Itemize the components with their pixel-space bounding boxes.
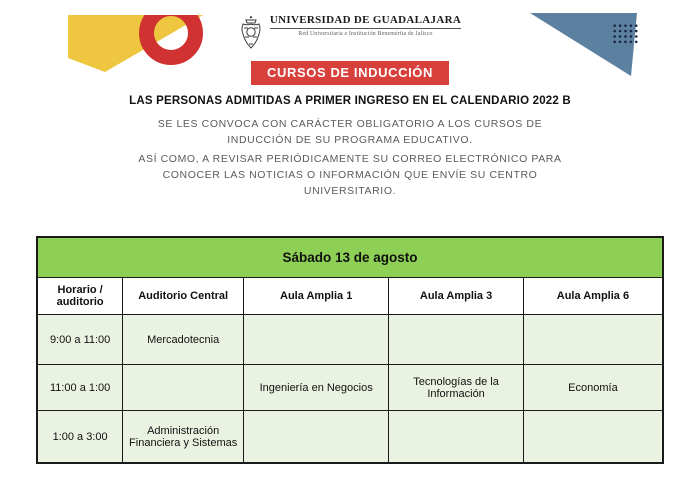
- column-header-auditorio-central: Auditorio Central: [123, 278, 244, 315]
- schedule-title-row: [37, 237, 663, 278]
- university-name: UNIVERSIDAD DE GUADALAJARA: [270, 14, 461, 29]
- banner-container: [0, 61, 700, 85]
- table-row: [37, 411, 663, 464]
- intro-heading: LAS PERSONAS ADMITIDAS A PRIMER INGRESO EN EL CALENDARIO 2022 B: [129, 95, 571, 107]
- schedule-title: Sábado 13 de agosto: [37, 237, 663, 278]
- schedule-table: [36, 236, 664, 464]
- column-header-aula-amplia-1: Aula Amplia 1: [244, 278, 389, 315]
- intro-paragraph-1: SE LES CONVOCA CON CARÁCTER OBLIGATORIO A LOS CURSOS DE INDUCCIÓN DE SU PROGRAMA EDUCATIVO.: [157, 118, 543, 146]
- schedule-header-row: [37, 278, 663, 315]
- course-cell: [523, 411, 663, 464]
- course-cell: [389, 411, 524, 464]
- time-slot: 11:00 a 1:00: [37, 365, 123, 411]
- course-cell: Ingeniería en Negocios: [244, 365, 389, 411]
- course-cell: [244, 411, 389, 464]
- table-row: [37, 365, 663, 411]
- course-cell: [244, 315, 389, 365]
- table-row: [37, 315, 663, 365]
- university-logo: [0, 14, 700, 51]
- intro-paragraph-2: ASÍ COMO, A REVISAR PERIÓDICAMENTE SU CORREO ELECTRÓNICO PARA CONOCER LAS NOTICIAS O INFORMACIÓN QUE ENVÍE SU CENTRO UNIVERSITARIO.: [138, 153, 562, 197]
- university-tagline: Red Universitaria e Institución Benemérita de Jalisco: [298, 31, 433, 37]
- course-cell: [523, 315, 663, 365]
- column-header-aula-amplia-3: Aula Amplia 3: [389, 278, 524, 315]
- udg-crest-icon: [239, 15, 263, 51]
- course-cell: [123, 365, 244, 411]
- column-header-horario: Horario / auditorio: [37, 278, 123, 315]
- course-cell: Administración Financiera y Sistemas: [123, 411, 244, 464]
- courses-banner: CURSOS DE INDUCCIÓN: [251, 61, 449, 85]
- course-cell: Mercadotecnia: [123, 315, 244, 365]
- time-slot: 1:00 a 3:00: [37, 411, 123, 464]
- course-cell: [389, 315, 524, 365]
- course-cell: Tecnologías de la Información: [389, 365, 524, 411]
- time-slot: 9:00 a 11:00: [37, 315, 123, 365]
- course-cell: Economía: [523, 365, 663, 411]
- column-header-aula-amplia-6: Aula Amplia 6: [523, 278, 663, 315]
